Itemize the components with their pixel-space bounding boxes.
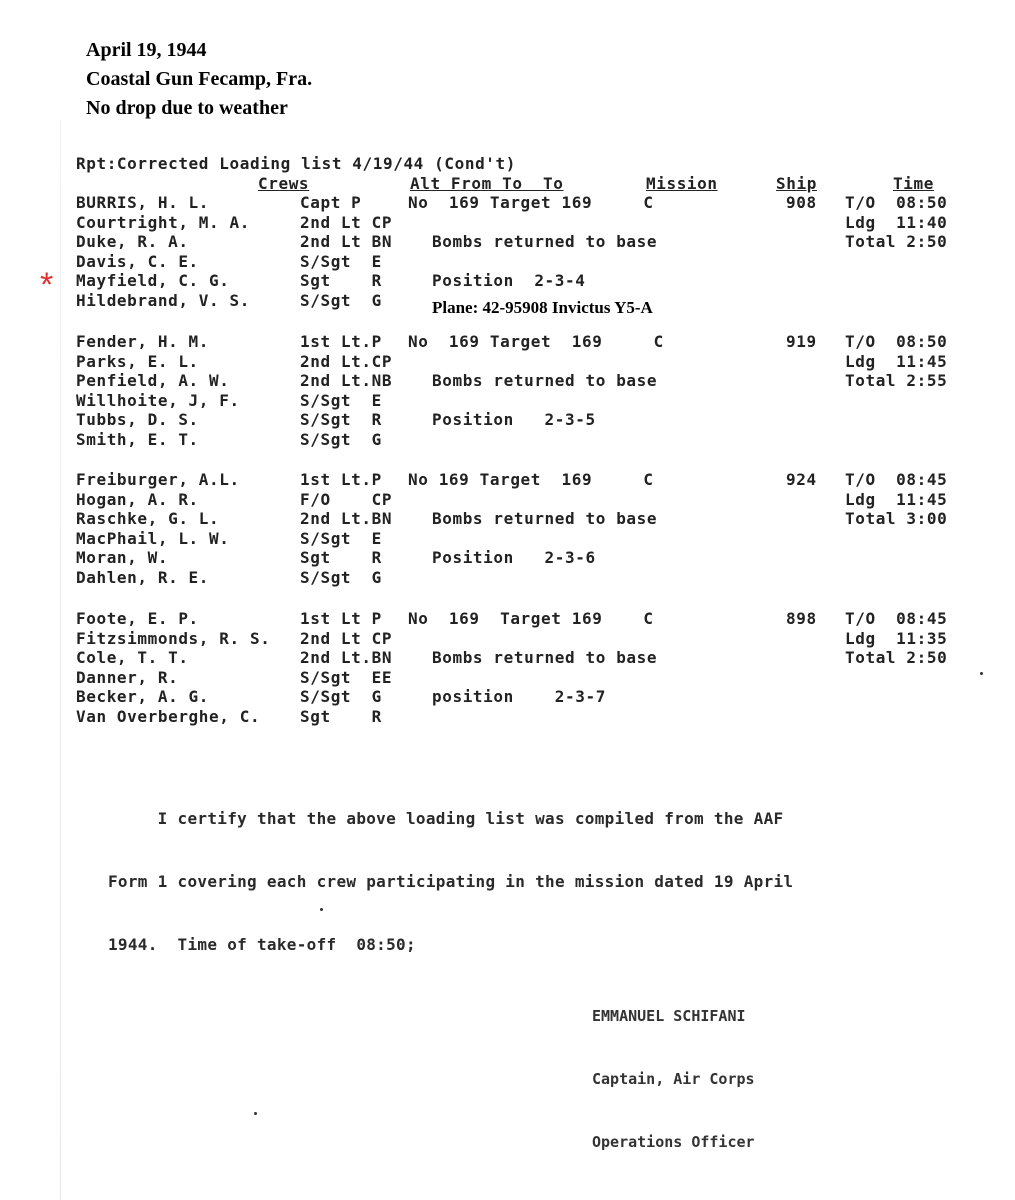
crew-member-name: Fitzsimmonds, R. S. [76, 628, 271, 648]
crew-member-name: Raschke, G. L. [76, 509, 220, 528]
takeoff-time: T/O 08:45 [845, 470, 948, 489]
crew-member-rank: 2nd Lt.NB [300, 371, 393, 390]
crew-member-rank: 1st Lt.P [300, 470, 382, 489]
total-time: Total 2:50 [845, 648, 948, 667]
crew-member-name: BURRIS, H. L. [76, 193, 210, 212]
remarks: Bombs returned to base [432, 371, 658, 390]
landing-time: Ldg 11:40 [845, 212, 948, 232]
landing-time: Ldg 11:45 [845, 351, 948, 371]
mission-line: No 169 Target 169 C [408, 193, 654, 212]
ship-number: 919 [786, 332, 817, 351]
total-time: Total 2:50 [845, 232, 948, 251]
takeoff-time: T/O 08:50 [845, 193, 948, 212]
crew-member-rank: Sgt R [300, 548, 382, 567]
crew-member-name: Becker, A. G. [76, 687, 210, 706]
crew-member-name: MacPhail, L. W. [76, 528, 230, 548]
crew-member-name: Freiburger, A.L. [76, 470, 240, 489]
crew-member-rank: Capt P [300, 193, 362, 212]
total-time: Total 2:55 [845, 371, 948, 390]
crew-member-name: Danner, R. [76, 667, 179, 687]
crew-member-rank: 2nd Lt.BN [300, 509, 393, 528]
plane-annotation: Plane: 42-95908 Invictus Y5-A [432, 298, 653, 317]
crew-member-rank: 2nd Lt CP [300, 212, 393, 232]
crew-member-rank: S/Sgt G [300, 567, 382, 587]
mission-line: No 169 Target 169 C [408, 470, 654, 489]
crew-member-name: Cole, T. T. [76, 648, 189, 667]
crew-member-rank: S/Sgt EE [300, 667, 393, 687]
crew-member-name: Dahlen, R. E. [76, 567, 210, 587]
crew-member-name: Van Overberghe, C. [76, 706, 261, 726]
crew-member-rank: S/Sgt E [300, 251, 382, 271]
crew-member-rank: 1st Lt.P [300, 332, 382, 351]
crew-member-name: Willhoite, J, F. [76, 390, 240, 410]
header-ship: Ship [776, 174, 817, 193]
crew-member-rank: S/Sgt G [300, 290, 382, 310]
annotation-date: April 19, 1944 [86, 39, 207, 61]
landing-time: Ldg 11:35 [845, 628, 948, 648]
annotation [86, 36, 312, 123]
signature-title: Captain, Air Corps [592, 1070, 755, 1088]
total-time: Total 3:00 [845, 509, 948, 528]
crew-member-rank: 2nd Lt CP [300, 628, 393, 648]
crew-member-rank: 2nd Lt.CP [300, 351, 393, 371]
crew-member-rank: 2nd Lt BN [300, 232, 393, 251]
crew-member-rank: 1st Lt P [300, 609, 382, 628]
crew-member-name: Foote, E. P. [76, 609, 199, 628]
crew-member-name: Hildebrand, V. S. [76, 290, 250, 310]
mission-line: No 169 Target 169 C [408, 332, 664, 351]
signature-block [592, 964, 755, 1174]
crew-member-rank: S/Sgt E [300, 528, 382, 548]
speck [254, 1112, 257, 1115]
crew-member-name: Fender, H. M. [76, 332, 210, 351]
remarks: Bombs returned to base [432, 509, 658, 528]
remarks: Bombs returned to base [432, 232, 658, 251]
crew-member-name: Penfield, A. W. [76, 371, 230, 390]
crew-member-rank: Sgt R [300, 271, 382, 290]
annotation-target: Coastal Gun Fecamp, Fra. [86, 68, 313, 90]
ship-number: 898 [786, 609, 817, 628]
crew-member-name: Davis, C. E. [76, 251, 199, 271]
crew-member-name: Hogan, A. R. [76, 489, 199, 509]
ship-number: 908 [786, 193, 817, 212]
crew-member-rank: S/Sgt G [300, 429, 382, 449]
formation-position: position 2-3-7 [432, 687, 606, 706]
annotation-result: No drop due to weather [86, 97, 288, 119]
crew-member-rank: Sgt R [300, 706, 382, 726]
certification-line: 1944. Time of take-off 08:50; [108, 935, 416, 954]
crew-member-rank: F/O CP [300, 489, 393, 509]
header-time: Time [893, 174, 934, 193]
crew-member-name: Moran, W. [76, 548, 169, 567]
page-edge [60, 120, 61, 1200]
certification-line: Form 1 covering each crew participating in the mission dated 19 April [108, 872, 794, 891]
header-mission: Mission [646, 174, 718, 193]
ship-number: 924 [786, 470, 817, 489]
crew-member-name: Tubbs, D. S. [76, 410, 199, 429]
report-title: Rpt:Corrected Loading list 4/19/44 (Cond't) [76, 154, 517, 173]
formation-position: Position 2-3-4 [432, 271, 586, 290]
crew-member-name: Mayfield, C. G. [76, 271, 230, 290]
crew-member-name: Courtright, M. A. [76, 212, 250, 232]
certification [108, 766, 938, 976]
header-crews: Crews [258, 174, 310, 193]
crew-member-rank: S/Sgt E [300, 390, 382, 410]
crew-member-rank: 2nd Lt.BN [300, 648, 393, 667]
certification-line: I certify that the above loading list was compiled from the AAF [108, 809, 784, 828]
crew-member-name: Smith, E. T. [76, 429, 199, 449]
speck [980, 672, 983, 675]
landing-time: Ldg 11:45 [845, 489, 948, 509]
takeoff-time: T/O 08:50 [845, 332, 948, 351]
header-alt-from-to: Alt From To To [410, 174, 564, 193]
crew-member-rank: S/Sgt R [300, 410, 382, 429]
signature-role: Operations Officer [592, 1133, 755, 1151]
crew-member-name: Parks, E. L. [76, 351, 199, 371]
speck [320, 908, 323, 911]
remarks: Bombs returned to base [432, 648, 658, 667]
crew-member-name: Duke, R. A. [76, 232, 189, 251]
formation-position: Position 2-3-6 [432, 548, 596, 567]
formation-position: Position 2-3-5 [432, 410, 596, 429]
crew-member-rank: S/Sgt G [300, 687, 382, 706]
signature-name: EMMANUEL SCHIFANI [592, 1007, 746, 1025]
asterisk-marker: * [40, 266, 54, 304]
takeoff-time: T/O 08:45 [845, 609, 948, 628]
mission-line: No 169 Target 169 C [408, 609, 654, 628]
